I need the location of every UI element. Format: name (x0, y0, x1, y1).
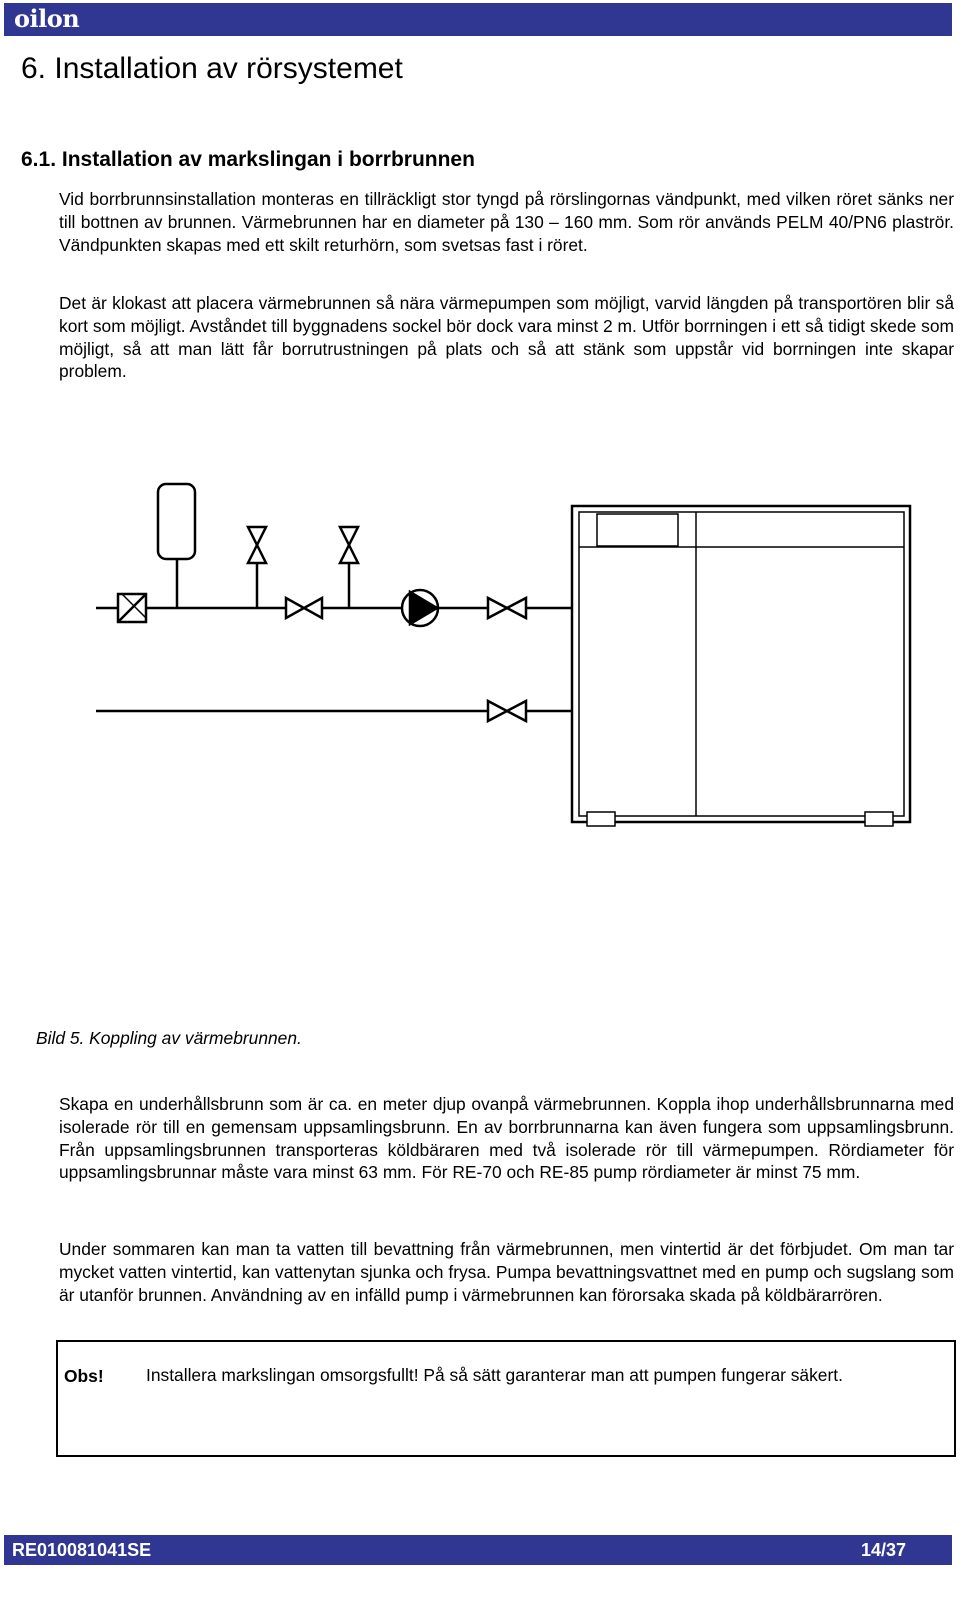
expansion-vessel-icon (158, 484, 195, 559)
document-id: RE010081041SE (12, 1540, 152, 1560)
page-number: 14/37 (860, 1540, 906, 1560)
header-bar (4, 3, 952, 36)
paragraph-placement: Det är klokast att placera värmebrunnen så nära värmepumpen som möjligt, varvid längden på transportören blir så kort som möjligt. Avståndet till byggnadens sockel bör dock vara minst 2 m. Utför borrningen i ett så tidigt skede som möjligt, så att man lätt får borrutrustningen på plats och så att stänk som uppstår vid borrningen inte skapar problem. (59, 293, 954, 382)
shutoff-valve-icon-3 (488, 701, 526, 721)
connection-diagram (0, 460, 960, 840)
vertical-valve-icon-2 (340, 527, 358, 608)
note-label: Obs! (64, 1366, 104, 1386)
note-text: Installera markslingan omsorgsfullt! På så sätt garanterar man att pumpen fungerar säkert. (146, 1365, 843, 1385)
footer-bar (4, 1535, 952, 1565)
note-box (56, 1340, 956, 1457)
paragraph-borehole-installation: Vid borrbrunnsinstallation monteras en tillräckligt stor tyngd på rörslingornas vändpunkt, med vilken röret sänks ner till bottnen av brunnen. Värmebrunnen har en diameter på 130 – 160 mm. Som rör används PELM 40/PN6 plaströr. Vändpunkten skapas med ett skilt returhörn, som svetsas fast i röret. (59, 189, 954, 255)
paragraph-irrigation: Under sommaren kan man ta vatten till bevattning från värmebrunnen, men vintertid är det förbjudet. Om man tar mycket vatten vintertid, kan vattenytan sjunka och frysa. Pumpa bevattningsvattnet med en pump och sugslang som är utanför brunnen. Användning av en infälld pump i värmebrunnen kan förorsaka skada på köldbärarrören. (59, 1239, 954, 1305)
oilon-logo: oilon (14, 4, 80, 33)
figure-caption: Bild 5. Koppling av värmebrunnen. (36, 1028, 302, 1048)
heat-pump-unit (572, 506, 910, 826)
shutoff-valve-icon-2 (488, 598, 526, 618)
section-heading: 6. Installation av rörsystemet (21, 52, 403, 85)
shutoff-valve-icon-1 (286, 598, 322, 618)
paragraph-maintenance-well: Skapa en underhållsbrunn som är ca. en meter djup ovanpå värmebrunnen. Koppla ihop underhållsbrunnarna med isolerade rör till en gemensam uppsamlingsbrunn. En av borrbrunnarna kan även fungera som uppsamlingsbrunn. Från uppsamlingsbrunnen transporteras köldbäraren med två isolerade rör till värmepumpen. Rördiameter för uppsamlingsbrunnar måste vara minst 63 mm. För RE-70 och RE-85 pump rördiameter är minst 75 mm. (59, 1094, 954, 1183)
subsection-heading: 6.1. Installation av markslingan i borrbrunnen (21, 148, 475, 171)
circulation-pump-icon (402, 590, 438, 626)
vertical-valve-icon-1 (248, 527, 266, 608)
filter-icon (118, 594, 146, 622)
